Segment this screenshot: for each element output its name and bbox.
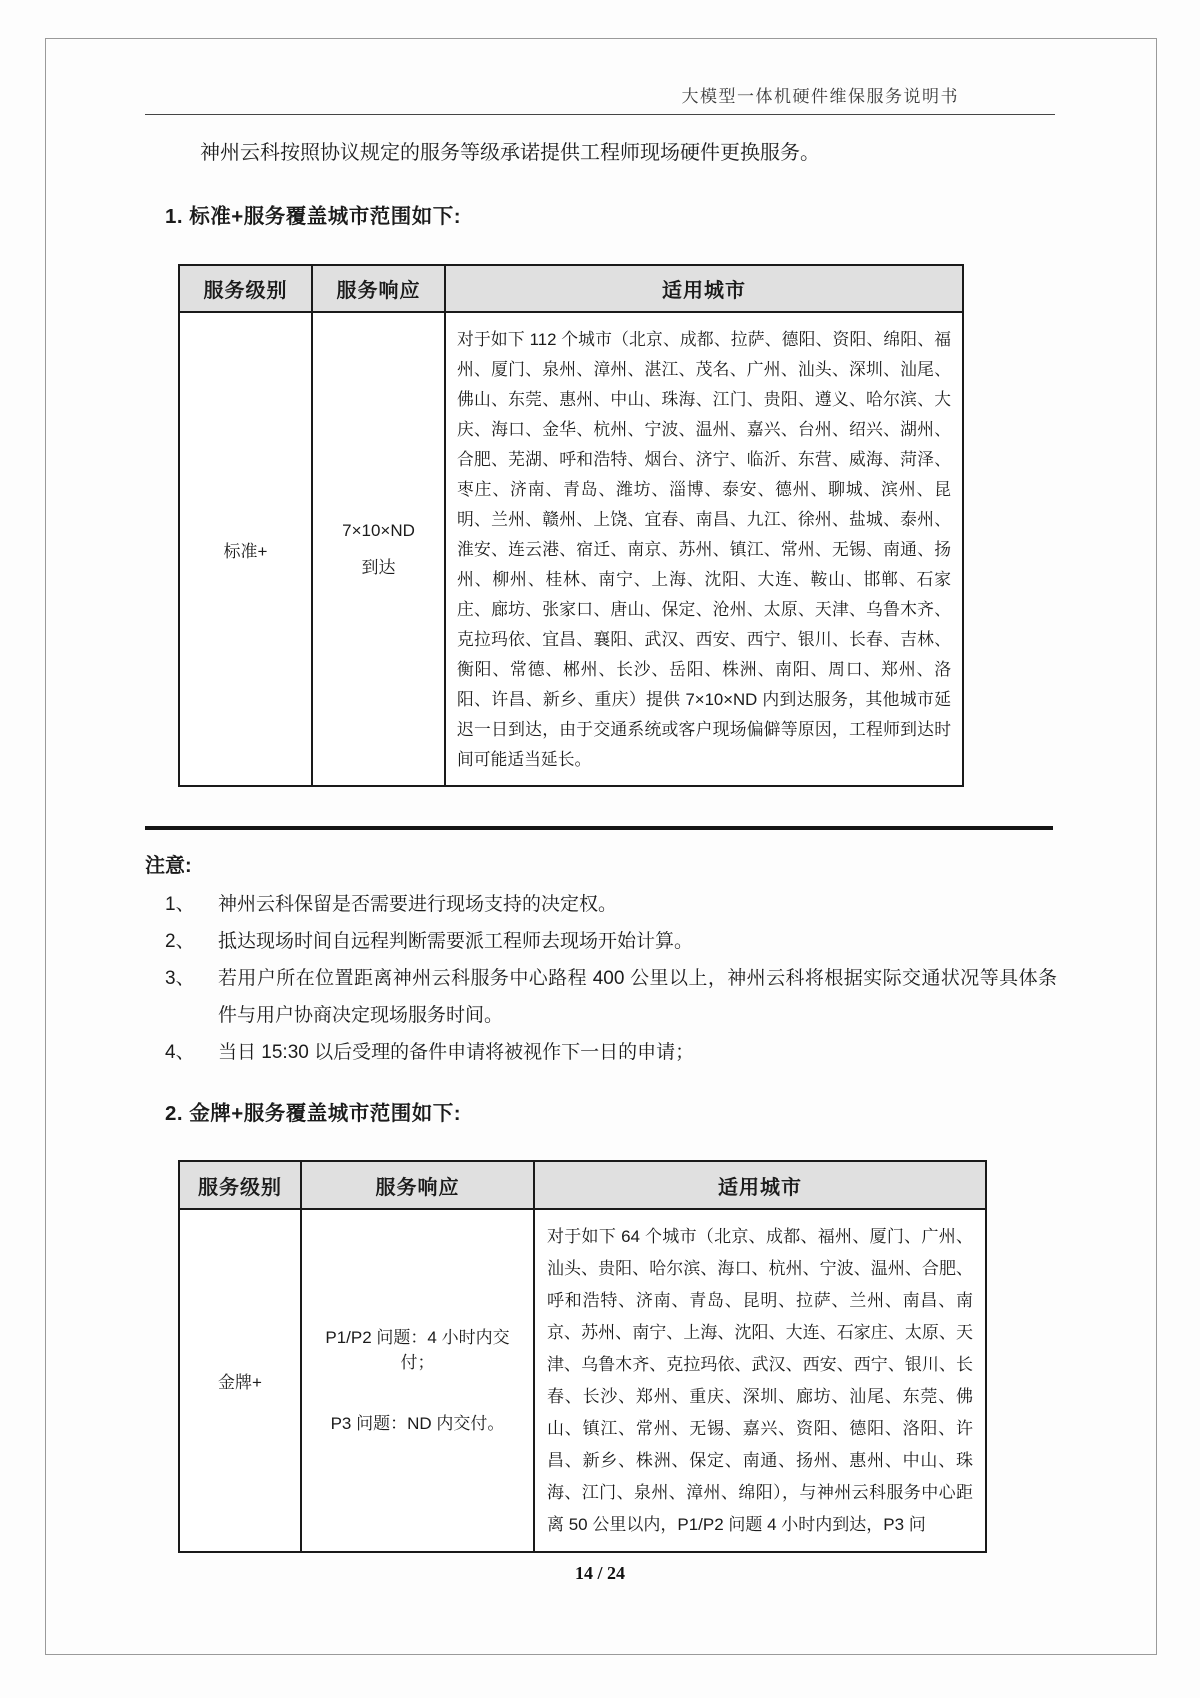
table1-cell-cities: 对于如下 112 个城市（北京、成都、拉萨、德阳、资阳、绵阳、福州、厦门、泉州、漳州、湛江、茂名、广州、汕头、深圳、汕尾、佛山、东莞、惠州、中山、珠海、江门、贵阳、遵义、哈尔滨、大庆、海口、金华、杭州、宁波、温州、嘉兴、台州、绍兴、湖州、合肥、芜湖、呼和浩特、烟台、济宁、临沂、东营、威海、菏泽、枣庄、济南、青岛、潍坊、淄博、泰安、德州、聊城、滨州、昆明、兰州、赣州、上饶、宜春、南昌、九江、徐州、盐城、泰州、淮安、连云港、宿迁、南京、苏州、镇江、常州、无锡、南通、扬州、柳州、桂林、南宁、上海、沈阳、大连、鞍山、邯郸、石家庄、廊坊、张家口、唐山、保定、沧州、太原、天津、乌鲁木齐、克拉玛依、宜昌、襄阳、武汉、西安、西宁、银川、长春、吉林、衡阳、常德、郴州、长沙、岳阳、株洲、南阳、周口、郑州、洛阳、许昌、新乡、重庆）提供 7×10×ND 内到达服务，其他城市延迟一日到达，由于交通系统或客户现场偏僻等原因，工程师到达时间可能适当延长。	[445, 312, 963, 786]
section2-heading: 2. 金牌+服务覆盖城市范围如下:	[165, 1102, 462, 1125]
table2-header-applicable-cities: 适用城市	[534, 1161, 986, 1209]
table1-header-service-response: 服务响应	[312, 265, 445, 312]
note-number: 1、	[165, 894, 195, 915]
note-number: 4、	[165, 1042, 195, 1063]
section1-heading: 1. 标准+服务覆盖城市范围如下:	[165, 205, 462, 228]
notes-list	[165, 886, 1057, 1071]
table1-header-row	[179, 265, 963, 312]
document-header-title: 大模型一体机硬件维保服务说明书	[681, 87, 959, 106]
page-footer	[0, 1563, 1200, 1584]
table2-header-service-level: 服务级别	[179, 1161, 301, 1209]
table2-data-row	[179, 1209, 986, 1552]
page-number-separator: /	[592, 1563, 607, 1583]
gold-plus-service-table	[178, 1160, 987, 1553]
note-item	[165, 1034, 1057, 1071]
table2-response-p1: P1/P2 问题：4 小时内交付；	[325, 1328, 510, 1372]
page-number-total: 24	[607, 1563, 625, 1583]
note-item	[165, 960, 1057, 1034]
section-divider-rule	[145, 826, 1053, 830]
table1-response-line1: 7×10×ND	[342, 521, 415, 540]
page-number-current: 14	[574, 1563, 593, 1583]
header-rule	[145, 114, 1055, 115]
note-text: 若用户所在位置距离神州云科服务中心路程 400 公里以上，神州云科将根据实际交通状况等具体条件与用户协商决定现场服务时间。	[218, 968, 1057, 1026]
table2-header-row	[179, 1161, 986, 1209]
note-number: 3、	[165, 968, 195, 989]
table2-cell-cities: 对于如下 64 个城市（北京、成都、福州、厦门、广州、汕头、贵阳、哈尔滨、海口、杭州、宁波、温州、合肥、呼和浩特、济南、青岛、昆明、拉萨、兰州、南昌、南京、苏州、南宁、上海、沈阳、大连、石家庄、太原、天津、乌鲁木齐、克拉玛依、武汉、西安、西宁、银川、长春、长沙、郑州、重庆、深圳、廊坊、汕尾、东莞、佛山、镇江、常州、无锡、嘉兴、资阳、德阳、洛阳、许昌、新乡、株洲、保定、南通、扬州、惠州、中山、珠海、江门、泉州、漳州、绵阳），与神州云科服务中心距离 50 公里以内，P1/P2 问题 4 小时内到达，P3 问	[534, 1209, 986, 1552]
note-text: 神州云科保留是否需要进行现场支持的决定权。	[218, 894, 618, 915]
note-text: 抵达现场时间自远程判断需要派工程师去现场开始计算。	[218, 931, 694, 952]
note-text: 当日 15:30 以后受理的备件申请将被视作下一日的申请；	[218, 1042, 695, 1063]
table2-cell-service-level: 金牌+	[179, 1209, 301, 1552]
table1-response-line2: 到达	[361, 558, 396, 577]
table1-data-row	[179, 312, 963, 786]
table2-response-p2: P3 问题：ND 内交付。	[330, 1414, 505, 1433]
note-item	[165, 886, 1057, 923]
intro-paragraph: 神州云科按照协议规定的服务等级承诺提供工程师现场硬件更换服务。	[200, 142, 820, 164]
table2-response-gap	[302, 1375, 533, 1411]
table1-cell-service-level: 标准+	[179, 312, 312, 786]
note-item	[165, 923, 1057, 960]
notes-label: 注意:	[145, 855, 192, 877]
table1-header-applicable-cities: 适用城市	[445, 265, 963, 312]
table2-header-service-response: 服务响应	[301, 1161, 534, 1209]
note-number: 2、	[165, 931, 195, 952]
table1-cell-service-response	[312, 312, 445, 786]
standard-plus-service-table	[178, 264, 964, 787]
table1-header-service-level: 服务级别	[179, 265, 312, 312]
table2-cell-service-response	[301, 1209, 534, 1552]
